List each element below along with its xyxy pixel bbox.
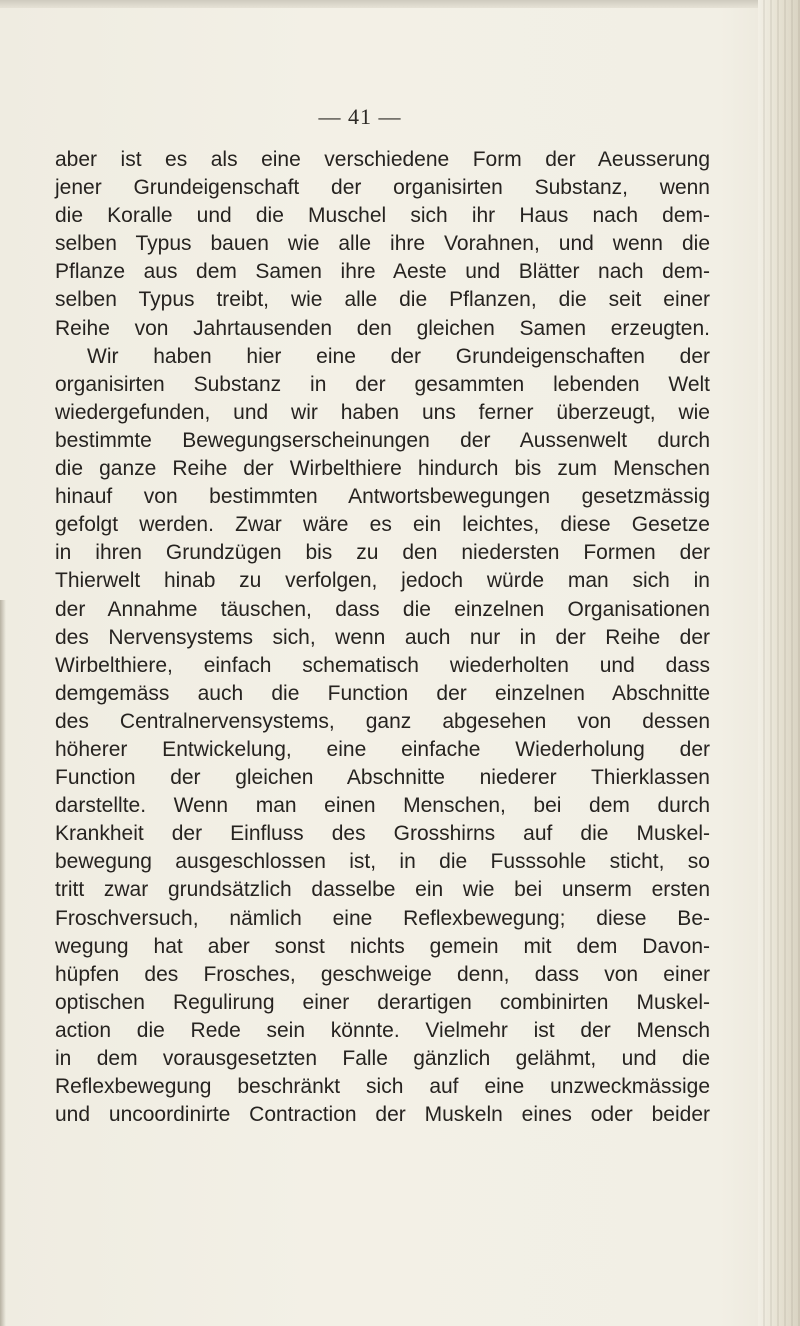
text-line: Wirbelthiere, einfach schematisch wiederholten und dass (55, 653, 710, 677)
text-line: aber ist es als eine verschiedene Form der Aeusserung (55, 148, 710, 171)
page-number: — 41 — (318, 104, 402, 129)
text-line: jener Grundeigenschaft der organisirten Substanz, wenn (55, 176, 710, 200)
text-line: des Nervensystems sich, wenn auch nur in der Reihe der (55, 625, 710, 649)
text-line: der Annahme täuschen, dass die einzelnen Organisationen (55, 597, 710, 621)
text-line: selben Typus treibt, wie alle die Pflanzen, die seit einer (55, 288, 710, 312)
text-line: gefolgt werden. Zwar wäre es ein leichtes, diese Gesetze (55, 513, 710, 537)
text-line: wegung hat aber sonst nichts gemein mit dem Davon- (55, 934, 710, 958)
text-line: tritt zwar grundsätzlich dasselbe ein wie bei unserm ersten (55, 878, 710, 902)
text-line: action die Rede sein könnte. Vielmehr ist der Mensch (55, 1018, 710, 1042)
text-line: bewegung ausgeschlossen ist, in die Fusssohle sticht, so (55, 850, 710, 874)
text-line: Froschversuch, nämlich eine Reflexbewegung; diese Be- (55, 906, 710, 930)
text-line: hüpfen des Frosches, geschweige denn, dass von einer (55, 962, 710, 986)
text-line: selben Typus bauen wie alle ihre Vorahnen, und wenn die (55, 232, 710, 256)
text-line: in ihren Grundzügen bis zu den niedersten Formen der (55, 541, 710, 565)
text-line: demgemäss auch die Function der einzelnen Abschnitte (55, 681, 710, 705)
text-line: hinauf von bestimmten Antwortsbewegungen gesetzmässig (55, 485, 710, 509)
text-line: Krankheit der Einfluss des Grosshirns auf die Muskel- (55, 822, 710, 846)
page-stack-edge (758, 0, 800, 1326)
body-text (55, 146, 710, 1129)
page-top-edge (0, 0, 800, 8)
text-line: Thierwelt hinab zu verfolgen, jedoch würde man sich in (55, 569, 710, 593)
text-line: Wir haben hier eine der Grundeigenschaften der (87, 344, 710, 368)
text-line: in dem vorausgesetzten Falle gänzlich gelähmt, und die (55, 1047, 710, 1070)
text-line: des Centralnervensystems, ganz abgesehen von dessen (55, 709, 710, 733)
text-line: die ganze Reihe der Wirbelthiere hindurch bis zum Menschen (55, 457, 710, 481)
text-line: wiedergefunden, und wir haben uns ferner überzeugt, wie (55, 400, 710, 424)
text-line: und uncoordinirte Contraction der Muskeln eines oder beider (55, 1103, 710, 1127)
page-left-shadow (0, 600, 6, 1326)
text-line: höherer Entwickelung, eine einfache Wiederholung der (55, 737, 710, 761)
text-line: Reihe von Jahrtausenden den gleichen Samen erzeugten. (55, 316, 710, 340)
text-line: darstellte. Wenn man einen Menschen, bei dem durch (55, 794, 710, 818)
text-line: optischen Regulirung einer derartigen combinirten Muskel- (55, 990, 710, 1014)
text-line: bestimmte Bewegungserscheinungen der Aussenwelt durch (55, 428, 710, 452)
text-line: die Koralle und die Muschel sich ihr Haus nach dem- (55, 204, 710, 228)
text-line: Function der gleichen Abschnitte niederer Thierklassen (55, 766, 710, 790)
text-line: organisirten Substanz in der gesammten lebenden Welt (55, 372, 710, 396)
text-line: Pflanze aus dem Samen ihre Aeste und Blätter nach dem- (55, 260, 710, 284)
text-line: Reflexbewegung beschränkt sich auf eine unzweckmässige (55, 1075, 710, 1099)
